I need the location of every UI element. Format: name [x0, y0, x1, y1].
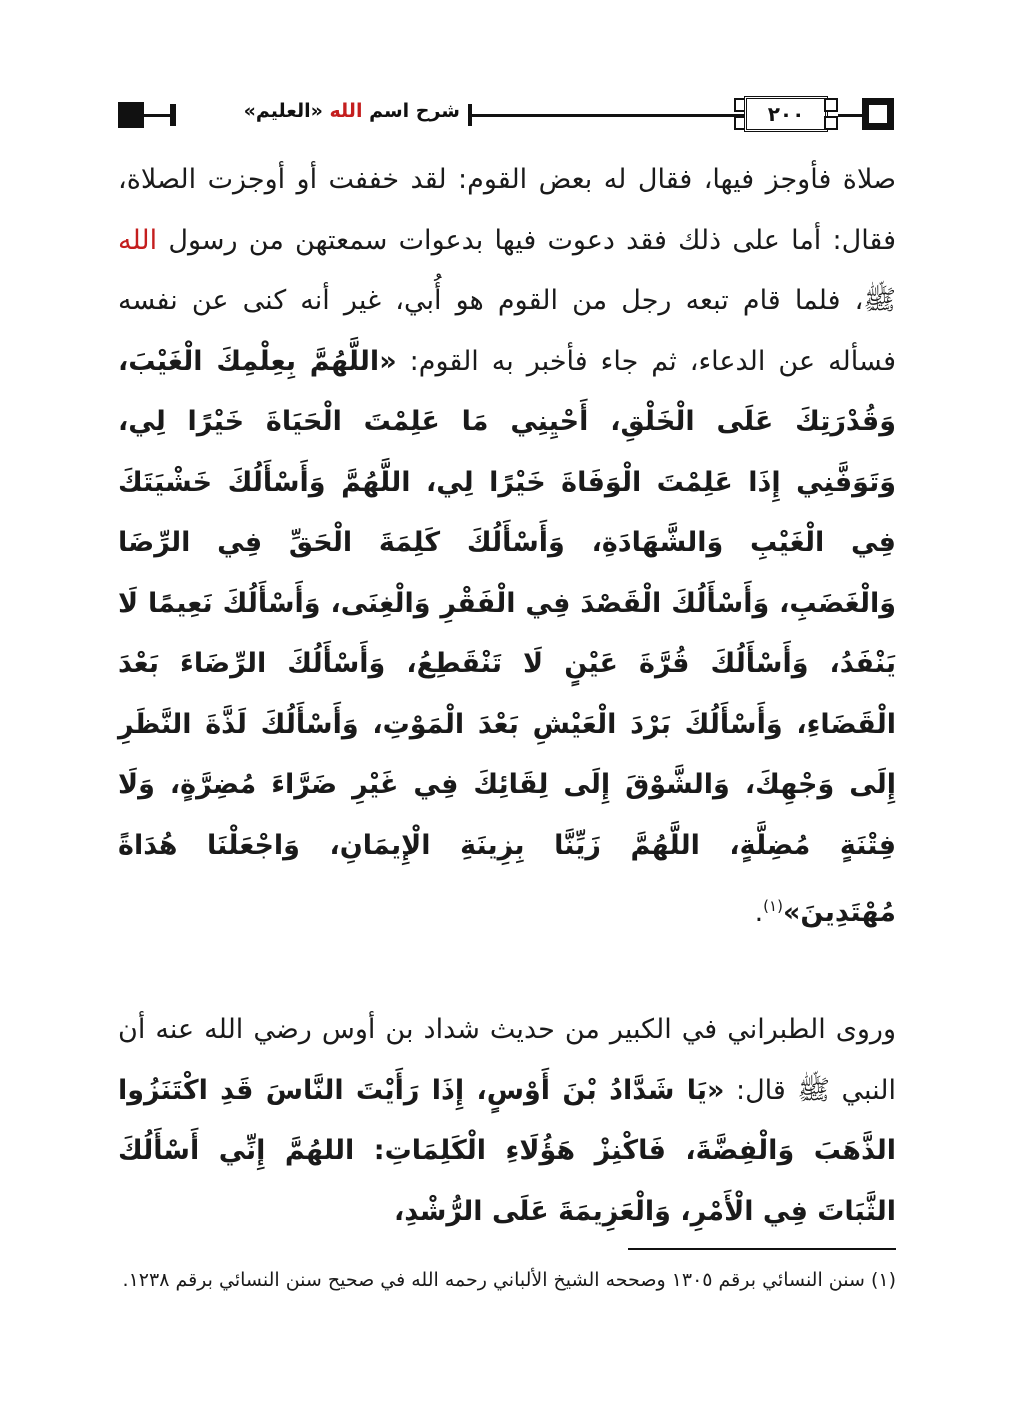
text-run: الله	[118, 224, 158, 256]
page-number-box	[744, 96, 828, 132]
header-right-line	[838, 114, 864, 117]
text-run: ﷺ، فلما قام تبعه رجل من القوم هو أُبي، غير أنه كنى عن نفسه فسأله عن الدعاء، ثم جاء فأخبر به القوم:	[118, 285, 896, 377]
paragraph-hadith-2	[118, 1000, 896, 1242]
text-run: صلاة فأوجز فيها، فقال له بعض القوم: لقد خففت أو أوجزت الصلاة، فقال: أما على ذلك فقد دعوت فيها بدعوات سمعتهن من رسول	[118, 164, 896, 256]
quoted-supplication: «اللَّهُمَّ بِعِلْمِكَ الْغَيْبَ، وَقُدْرَتِكَ عَلَى الْخَلْقِ، أَحْيِنِي مَا عَلِمْتَ الْحَيَاةَ خَيْرًا لِي، وَتَوَفَّنِي إِذَا عَلِمْتَ الْوَفَاةَ خَيْرًا لِي، اللَّهُمَّ وَأَسْأَلُكَ خَشْيَتَكَ فِي الْغَيْبِ وَالشَّهَادَةِ، وَأَسْأَلُكَ كَلِمَةَ الْحَقِّ فِي الرِّضَا وَالْغَضَبِ، وَأَسْأَلُكَ الْقَصْدَ فِي الْفَقْرِ وَالْغِنَى، وَأَسْأَلُكَ نَعِيمًا لَا يَنْفَدُ، وَأَسْأَلُكَ قُرَّةَ عَيْنٍ لَا تَنْقَطِعُ، وَأَسْأَلُكَ الرِّضَاءَ بَعْدَ الْقَضَاءِ، وَأَسْأَلُكَ بَرْدَ الْعَيْشِ بَعْدَ الْمَوْتِ، وَأَسْأَلُكَ لَذَّةَ النَّظَرِ إِلَى وَجْهِكَ، وَالشَّوْقَ إِلَى لِقَائِكَ فِي غَيْرِ ضَرَّاءَ مُضِرَّةٍ، وَلَا فِتْنَةٍ مُضِلَّةٍ، اللَّهُمَّ زَيِّنَّا بِزِينَةِ الْإِيمَانِ، وَاجْعَلْنَا هُدَاةً مُهْتَدِينَ»	[118, 345, 896, 928]
title-allah: الله	[329, 100, 363, 122]
footnote: (١) سنن النسائي برقم ١٣٠٥ وصححه الشيخ الألباني رحمه الله في صحيح سنن النسائي برقم ١٢٣٨.	[122, 1269, 896, 1291]
running-title	[244, 100, 460, 122]
header-left-line	[144, 114, 170, 117]
title-suffix: «العليم»	[243, 100, 330, 122]
title-prefix: شرح اسم	[362, 100, 460, 122]
footnote-separator	[628, 1248, 896, 1250]
quoted-supplication: «يَا شَدَّادُ بْنَ أَوْسٍ، إِذَا رَأَيْتَ النَّاسَ قَدِ اكْتَنَزُوا الذَّهَبَ وَالْفِضَّةَ، فَاكْنِزْ هَؤُلَاءِ الْكَلِمَاتِ: اللهُمَّ إِنِّي أَسْأَلُكَ الثَّبَاتَ فِي الْأَمْرِ، وَالْعَزِيمَةَ عَلَى الرُّشْدِ،	[118, 1074, 896, 1227]
page-number-ornament-right-bottom	[824, 116, 838, 130]
footnote-reference: (١)	[763, 897, 783, 915]
text-run: وروى الطبراني في الكبير من حديث شداد بن أوس رضي الله عنه أن النبي ﷺ قال:	[118, 1014, 896, 1106]
page-number-ornament-right	[824, 98, 838, 112]
paragraph-hadith-1	[118, 150, 896, 944]
header-left-bar	[170, 104, 176, 126]
text-run: .	[754, 897, 764, 928]
page-number: ٢٠٠	[767, 102, 805, 126]
header-right-square	[862, 98, 894, 130]
header-mid-line	[472, 114, 744, 117]
header-left-square	[118, 102, 144, 128]
page-header	[118, 92, 896, 140]
